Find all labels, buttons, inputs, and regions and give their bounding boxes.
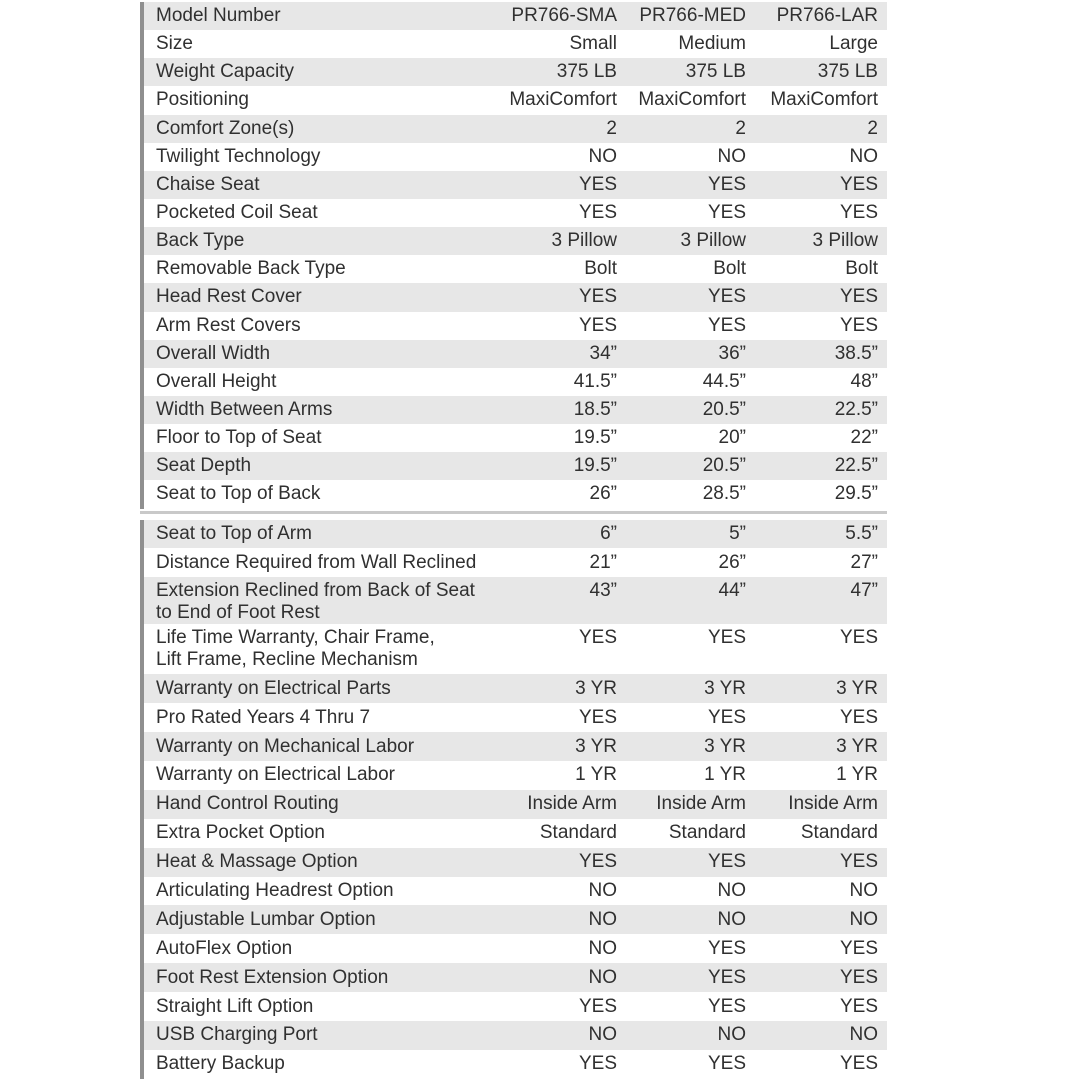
table-row xyxy=(140,963,887,992)
value-cell-col3: 1 YR xyxy=(836,764,878,786)
value-cell-col3: NO xyxy=(849,879,878,901)
value-cell-col1: 41.5” xyxy=(573,370,617,392)
table-row xyxy=(140,340,887,368)
row-label-line1: Back Type xyxy=(156,230,245,252)
value-cell-col2: YES xyxy=(707,626,746,648)
value-cell-col3: 22.5” xyxy=(834,455,878,477)
table-row xyxy=(140,905,887,934)
value-cell-col3: Standard xyxy=(800,822,878,844)
row-label-line1: Arm Rest Covers xyxy=(156,314,301,336)
row-label xyxy=(144,967,497,989)
row-label xyxy=(144,89,497,111)
value-cell-col3: YES xyxy=(839,937,878,959)
row-label-line1: Hand Control Routing xyxy=(156,793,339,815)
value-cell-col3: Large xyxy=(829,33,878,55)
value-cell-col2: 36” xyxy=(718,342,746,364)
table-row xyxy=(140,548,887,577)
value-cell-col1: 2 xyxy=(606,117,617,139)
row-label xyxy=(144,736,497,758)
value-cell-col1: YES xyxy=(578,1053,617,1075)
value-cell-col3: 22” xyxy=(850,427,878,449)
row-label-line1: Width Between Arms xyxy=(156,399,333,421)
table-row xyxy=(140,819,887,848)
row-label xyxy=(144,230,497,252)
row-label xyxy=(144,118,497,140)
value-cell-col1: 19.5” xyxy=(573,427,617,449)
value-cell-col2: YES xyxy=(707,966,746,988)
row-label-line1: Articulating Headrest Option xyxy=(156,879,394,901)
value-cell-col3: Bolt xyxy=(845,258,878,280)
row-label xyxy=(144,627,497,672)
row-label-line1: Head Rest Cover xyxy=(156,286,302,308)
value-cell-col2: Standard xyxy=(668,822,746,844)
row-label-line1: Overall Width xyxy=(156,342,271,364)
value-cell-col3: YES xyxy=(839,1053,878,1075)
value-cell-col2: NO xyxy=(717,908,746,930)
row-label xyxy=(144,146,497,168)
row-label-line1: Heat & Massage Option xyxy=(156,851,358,873)
value-cell-col2: YES xyxy=(707,995,746,1017)
value-cell-col1: NO xyxy=(588,1024,617,1046)
value-cell-col3: 48” xyxy=(850,370,878,392)
value-cell-col2: 1 YR xyxy=(704,764,746,786)
row-label xyxy=(144,61,497,83)
value-cell-col2: 28.5” xyxy=(702,483,746,505)
row-label xyxy=(144,909,497,931)
row-label xyxy=(144,707,497,729)
value-cell-col1: NO xyxy=(588,966,617,988)
value-cell-col2: 5” xyxy=(729,522,746,544)
row-label-line1: Distance Required from Wall Reclined xyxy=(156,551,477,573)
row-label-line1: Size xyxy=(156,33,193,55)
value-cell-col2: 20” xyxy=(718,427,746,449)
table-row xyxy=(140,452,887,480)
row-label-line1: Overall Height xyxy=(156,370,277,392)
row-label-line1: Life Time Warranty, Chair Frame, xyxy=(156,626,435,648)
table-row xyxy=(140,624,887,674)
row-label-line1: Floor to Top of Seat xyxy=(156,427,322,449)
table-row xyxy=(140,934,887,963)
row-label xyxy=(144,851,497,873)
row-label-line2: to End of Foot Rest xyxy=(156,602,320,624)
row-label-line1: Extension Reclined from Back of Seat xyxy=(156,579,475,601)
row-label-line1: Straight Lift Option xyxy=(156,995,314,1017)
row-label xyxy=(144,202,497,224)
row-label-line1: Seat Depth xyxy=(156,455,252,477)
value-cell-col3: 22.5” xyxy=(834,399,878,421)
value-cell-col1: YES xyxy=(578,851,617,873)
value-cell-col1: 3 YR xyxy=(575,677,617,699)
row-label xyxy=(144,793,497,815)
row-label xyxy=(144,938,497,960)
value-cell-col1: 6” xyxy=(600,522,617,544)
row-label xyxy=(144,5,497,27)
value-cell-col3: YES xyxy=(839,286,878,308)
table-row xyxy=(140,30,887,58)
value-cell-col1: 26” xyxy=(589,483,617,505)
row-label xyxy=(144,1053,497,1075)
value-cell-col3: NO xyxy=(849,145,878,167)
row-label xyxy=(144,174,497,196)
value-cell-col3: YES xyxy=(839,202,878,224)
table-row xyxy=(140,703,887,732)
value-cell-col1: YES xyxy=(578,173,617,195)
table-row xyxy=(140,790,887,819)
value-cell-col2: 3 YR xyxy=(704,735,746,757)
table-row xyxy=(140,674,887,703)
row-label xyxy=(144,1024,497,1046)
table-row xyxy=(140,992,887,1021)
row-label xyxy=(144,764,497,786)
table-row xyxy=(140,368,887,396)
value-cell-col3: 3 Pillow xyxy=(812,230,878,252)
value-cell-col2: 44.5” xyxy=(702,370,746,392)
value-cell-col1: NO xyxy=(588,145,617,167)
value-cell-col2: YES xyxy=(707,173,746,195)
row-label-line1: AutoFlex Option xyxy=(156,937,293,959)
row-label-line1: Warranty on Mechanical Labor xyxy=(156,735,415,757)
value-cell-col3: 47” xyxy=(850,579,878,601)
value-cell-col1: 18.5” xyxy=(573,399,617,421)
value-cell-col1: NO xyxy=(588,908,617,930)
row-label-line1: Seat to Top of Arm xyxy=(156,522,312,544)
section-divider xyxy=(140,511,887,520)
value-cell-col3: 38.5” xyxy=(834,342,878,364)
table-row xyxy=(140,520,887,549)
value-cell-col2: 375 LB xyxy=(685,61,746,83)
value-cell-col2: YES xyxy=(707,1053,746,1075)
value-cell-col2: 26” xyxy=(718,551,746,573)
row-label-line1: Battery Backup xyxy=(156,1053,285,1075)
table-row xyxy=(140,424,887,452)
row-label-line1: Twilight Technology xyxy=(156,145,321,167)
value-cell-col1: 34” xyxy=(589,342,617,364)
value-cell-col2: Medium xyxy=(678,33,746,55)
value-cell-col3: 3 YR xyxy=(836,735,878,757)
value-cell-col1: Bolt xyxy=(584,258,617,280)
value-cell-col3: 3 YR xyxy=(836,677,878,699)
value-cell-col3: YES xyxy=(839,626,878,648)
value-cell-col3: YES xyxy=(839,995,878,1017)
value-cell-col2: Bolt xyxy=(713,258,746,280)
table-row xyxy=(140,283,887,311)
value-cell-col2: YES xyxy=(707,937,746,959)
table-row xyxy=(140,761,887,790)
table-row xyxy=(140,255,887,283)
row-label-line1: Seat to Top of Back xyxy=(156,483,321,505)
value-cell-col1: Standard xyxy=(539,822,617,844)
row-label xyxy=(144,580,497,625)
row-label-line1: Model Number xyxy=(156,5,281,27)
table-row xyxy=(140,86,887,114)
value-cell-col1: Small xyxy=(569,33,617,55)
value-cell-col1: 3 YR xyxy=(575,735,617,757)
table-row xyxy=(140,877,887,906)
value-cell-col1: 1 YR xyxy=(575,764,617,786)
value-cell-col3: 2 xyxy=(867,117,878,139)
row-label xyxy=(144,315,497,337)
table-row xyxy=(140,577,887,624)
value-cell-col1: 375 LB xyxy=(556,61,617,83)
value-cell-col1: 3 Pillow xyxy=(551,230,617,252)
row-label-line1: Chaise Seat xyxy=(156,173,260,195)
value-cell-col3: NO xyxy=(849,908,878,930)
row-label-line1: Weight Capacity xyxy=(156,61,294,83)
value-cell-col2: 2 xyxy=(735,117,746,139)
value-cell-col2: 3 YR xyxy=(704,677,746,699)
table-row xyxy=(140,171,887,199)
table-row xyxy=(140,199,887,227)
table-row xyxy=(140,2,887,30)
value-cell-col2: NO xyxy=(717,879,746,901)
row-label xyxy=(144,371,497,393)
section-divider-line xyxy=(140,511,887,514)
row-label xyxy=(144,33,497,55)
value-cell-col3: YES xyxy=(839,966,878,988)
value-cell-col2: MaxiComfort xyxy=(638,89,746,111)
value-cell-col2: 44” xyxy=(718,579,746,601)
row-label xyxy=(144,996,497,1018)
value-cell-col2: 20.5” xyxy=(702,399,746,421)
row-label-line1: Positioning xyxy=(156,89,249,111)
value-cell-col3: YES xyxy=(839,706,878,728)
value-cell-col1: NO xyxy=(588,937,617,959)
row-label-line1: Removable Back Type xyxy=(156,258,346,280)
row-label-line1: USB Charging Port xyxy=(156,1024,318,1046)
value-cell-col3: NO xyxy=(849,1024,878,1046)
value-cell-col1: YES xyxy=(578,995,617,1017)
value-cell-col2: 20.5” xyxy=(702,455,746,477)
value-cell-col2: YES xyxy=(707,286,746,308)
table-row xyxy=(140,227,887,255)
value-cell-col3: YES xyxy=(839,851,878,873)
row-label xyxy=(144,483,497,505)
value-cell-col1: 43” xyxy=(589,579,617,601)
row-label-line1: Warranty on Electrical Parts xyxy=(156,677,391,699)
row-label-line2: Lift Frame, Recline Mechanism xyxy=(156,649,418,671)
value-cell-col1: Inside Arm xyxy=(527,793,617,815)
row-label xyxy=(144,455,497,477)
row-label xyxy=(144,258,497,280)
table-row xyxy=(140,848,887,877)
table-row xyxy=(140,732,887,761)
value-cell-col3: MaxiComfort xyxy=(770,89,878,111)
value-cell-col2: 3 Pillow xyxy=(680,230,746,252)
value-cell-col2: NO xyxy=(717,1024,746,1046)
value-cell-col1: PR766-SMA xyxy=(511,5,617,27)
value-cell-col3: 27” xyxy=(850,551,878,573)
table-row xyxy=(140,480,887,508)
value-cell-col3: YES xyxy=(839,173,878,195)
row-label xyxy=(144,523,497,545)
value-cell-col2: YES xyxy=(707,851,746,873)
row-label xyxy=(144,427,497,449)
row-label-line1: Pro Rated Years 4 Thru 7 xyxy=(156,706,371,728)
value-cell-col3: PR766-LAR xyxy=(776,5,878,27)
value-cell-col3: 375 LB xyxy=(817,61,878,83)
row-label-line1: Warranty on Electrical Labor xyxy=(156,764,396,786)
value-cell-col1: YES xyxy=(578,314,617,336)
table-row xyxy=(140,396,887,424)
row-label xyxy=(144,822,497,844)
row-label xyxy=(144,343,497,365)
value-cell-col2: Inside Arm xyxy=(656,793,746,815)
value-cell-col2: PR766-MED xyxy=(639,5,746,27)
row-label xyxy=(144,678,497,700)
row-label xyxy=(144,286,497,308)
row-label-line1: Extra Pocket Option xyxy=(156,822,325,844)
value-cell-col2: YES xyxy=(707,202,746,224)
spec-table xyxy=(140,2,887,1079)
row-label-line1: Foot Rest Extension Option xyxy=(156,966,389,988)
value-cell-col1: NO xyxy=(588,879,617,901)
row-label-line1: Adjustable Lumbar Option xyxy=(156,908,376,930)
value-cell-col1: 21” xyxy=(589,551,617,573)
value-cell-col1: 19.5” xyxy=(573,455,617,477)
value-cell-col3: 29.5” xyxy=(834,483,878,505)
row-label-line1: Comfort Zone(s) xyxy=(156,117,295,139)
table-row xyxy=(140,143,887,171)
row-label-line1: Pocketed Coil Seat xyxy=(156,202,318,224)
value-cell-col1: YES xyxy=(578,202,617,224)
value-cell-col1: YES xyxy=(578,626,617,648)
value-cell-col1: YES xyxy=(578,706,617,728)
table-row xyxy=(140,1021,887,1050)
value-cell-col2: NO xyxy=(717,145,746,167)
table-row xyxy=(140,115,887,143)
value-cell-col2: YES xyxy=(707,314,746,336)
value-cell-col1: MaxiComfort xyxy=(509,89,617,111)
table-row xyxy=(140,1050,887,1079)
row-label xyxy=(144,880,497,902)
row-label xyxy=(144,552,497,574)
value-cell-col1: YES xyxy=(578,286,617,308)
table-row xyxy=(140,58,887,86)
row-label xyxy=(144,399,497,421)
value-cell-col2: YES xyxy=(707,706,746,728)
value-cell-col3: YES xyxy=(839,314,878,336)
value-cell-col3: Inside Arm xyxy=(788,793,878,815)
value-cell-col3: 5.5” xyxy=(845,522,878,544)
table-row xyxy=(140,312,887,340)
